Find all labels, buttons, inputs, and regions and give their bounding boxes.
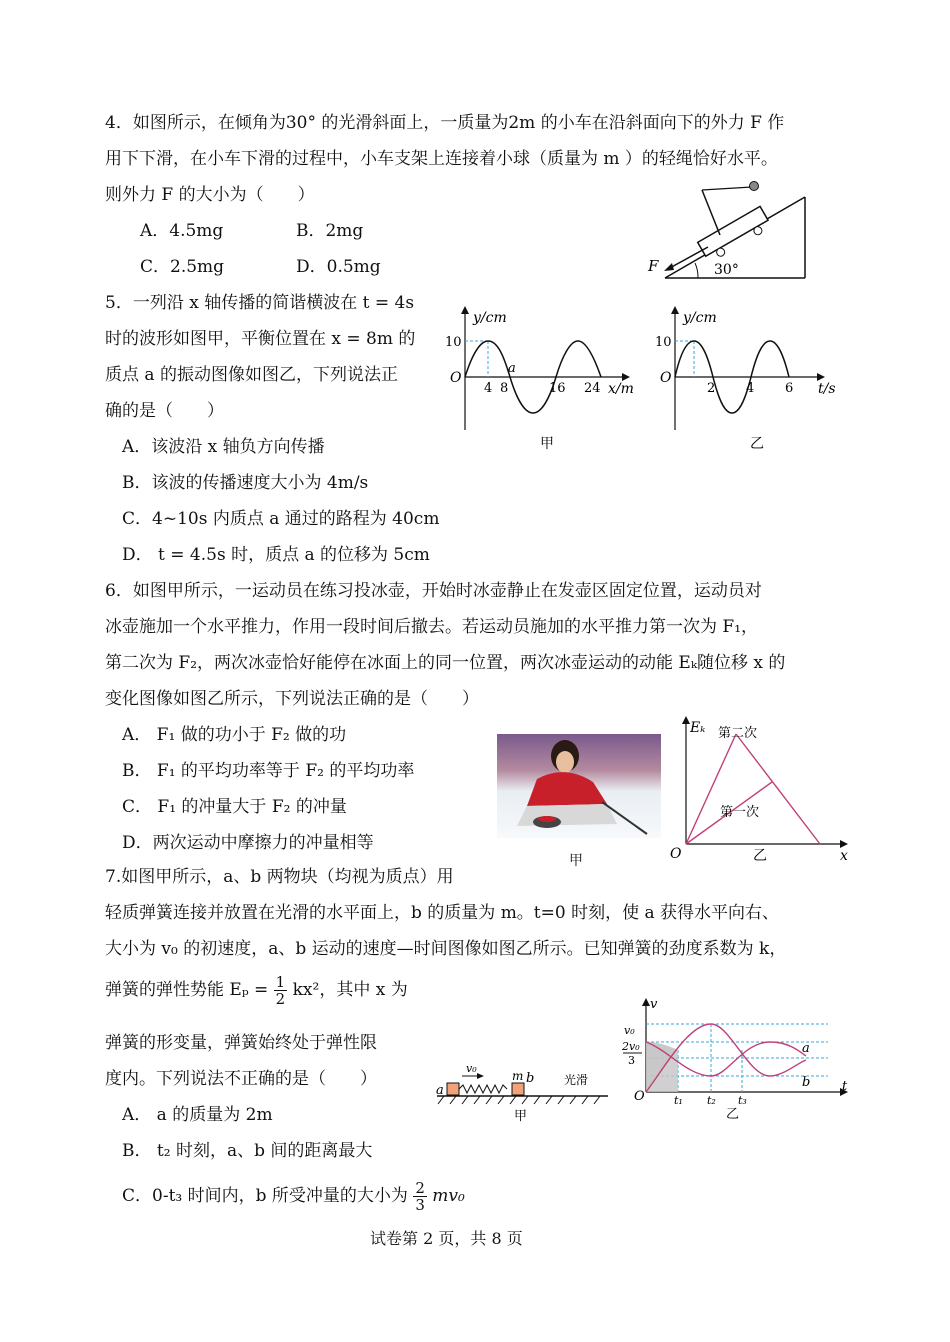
q6-line4: 变化图像如图乙所示，下列说法正确的是（ ） (105, 689, 479, 709)
vib-tick-4: 4 (746, 381, 755, 396)
vib-ylabel: y/cm (683, 310, 717, 326)
q4-line2: 用下下滑，在小车下滑的过程中，小车支架上连接着小球（质量为 m ）的轻绳恰好水平。 (105, 149, 778, 169)
wave-tick-8: 8 (500, 381, 509, 396)
q7-velocity-figure (618, 990, 858, 1125)
page-footer: 试卷第 2 页，共 8 页 (370, 1229, 523, 1248)
energy-origin: O (670, 846, 682, 862)
block-a (447, 1083, 459, 1095)
q5-line1: 5．一列沿 x 轴传播的简谐横波在 t = 4s (105, 293, 415, 313)
wave-point-a: a (508, 361, 516, 376)
q7-line1: 7.如图甲所示，a、b 两物块（均视为质点）用 (105, 867, 454, 887)
angle-label: 30° (714, 262, 739, 278)
q5-line2: 时的波形如图甲，平衡位置在 x = 8m 的 (105, 329, 416, 349)
vel-ylabel: v (650, 997, 658, 1012)
q6-line1: 6．如图甲所示，一运动员在练习投冰壶，开始时冰壶静止在发壶区固定位置，运动员对 (105, 581, 762, 601)
q7-line3: 大小为 v₀ 的初速度，a、b 运动的速度—时间图像如图乙所示。已知弹簧的劲度系数为 k， (105, 939, 787, 959)
vib-xlabel: t/s (818, 381, 836, 397)
wave-caption: 甲 (540, 436, 554, 452)
q7-line6: 度内。下列说法不正确的是（ ） (105, 1069, 377, 1089)
q4-option-b: B．2mg (296, 221, 364, 241)
q5-line3: 质点 a 的振动图像如图乙，下列说法正 (105, 365, 398, 385)
q6-option-d: D．两次运动中摩擦力的冲量相等 (122, 833, 374, 853)
q6-energy-figure (668, 712, 858, 862)
q7-spring-figure (432, 1060, 612, 1130)
vel-v0: v₀ (624, 1024, 635, 1037)
twothirds-num: 2 (415, 1179, 425, 1197)
q6-option-c: C． F₁ 的冲量大于 F₂ 的冲量 (122, 797, 347, 817)
q7-fraction-two-thirds (413, 1180, 427, 1213)
q4-option-d: D．0.5mg (296, 257, 381, 277)
energy-caption: 乙 (753, 848, 767, 862)
vib-tick-6: 6 (785, 381, 794, 396)
q7-line4-text-a: 弹簧的弹性势能 Eₚ = (105, 980, 269, 1000)
wave-tick-16: 16 (549, 381, 566, 396)
label-b: b (526, 1071, 535, 1086)
q7-line4-text-b: kx²，其中 x 为 (292, 980, 408, 1000)
shared-fall (736, 734, 820, 844)
q6-option-a: A． F₁ 做的功小于 F₂ 做的功 (122, 725, 347, 745)
vel-label-a: a (802, 1041, 810, 1056)
label-m: m (512, 1069, 524, 1083)
half-num: 1 (275, 973, 286, 991)
q4-option-c: C．2.5mg (140, 257, 225, 277)
twothirds-den: 3 (415, 1196, 425, 1214)
q4-incline-figure (640, 175, 810, 285)
q7-option-b: B． t₂ 时刻，a、b 间的距离最大 (122, 1141, 373, 1161)
q7-option-c-text-a: C．0-t₃ 时间内，b 所受冲量的大小为 (122, 1186, 408, 1206)
q7-option-c-text-b: mv₀ (432, 1186, 465, 1206)
q5-vibration-figure (650, 300, 850, 460)
cart (698, 206, 772, 263)
vib-tick-2: 2 (707, 381, 716, 396)
half-den: 2 (275, 990, 286, 1008)
wave-xlabel: x/m (608, 381, 634, 397)
q6-option-b: B． F₁ 的平均功率等于 F₂ 的平均功率 (122, 761, 415, 781)
q7-line2: 轻质弹簧连接并放置在光滑的水平面上，b 的质量为 m。t=0 时刻，使 a 获得水平向右、 (105, 903, 780, 923)
vel-t1: t₁ (674, 1094, 683, 1107)
vib-origin: O (660, 370, 672, 386)
q6-line2: 冰壶施加一个水平推力，作用一段时间后撤去。若运动员施加的水平推力第一次为 F₁， (105, 617, 759, 637)
label-a: a (436, 1083, 444, 1098)
energy-xlabel: x (840, 848, 848, 862)
q5-option-c: C．4~10s 内质点 a 通过的路程为 40cm (122, 509, 440, 529)
vel-2v0: 2v₀ (622, 1040, 640, 1053)
q5-line4: 确的是（ ） (105, 401, 224, 421)
curling-caption: 甲 (569, 853, 583, 869)
ball (750, 182, 759, 191)
force-arrow (668, 247, 708, 269)
energy-ylabel: Eₖ (690, 720, 706, 736)
vel-caption: 乙 (726, 1107, 740, 1122)
q7-line5: 弹簧的形变量，弹簧始终处于弹性限 (105, 1033, 377, 1053)
q5-option-b: B．该波的传播速度大小为 4m/s (122, 473, 369, 493)
vel-t2: t₂ (707, 1094, 716, 1107)
q4-line3: 则外力 F 的大小为（ ） (105, 185, 315, 205)
wave-tick-4: 4 (484, 381, 493, 396)
wave-ylabel: y/cm (473, 310, 507, 326)
force-label: F (648, 257, 659, 275)
vel-label-b: b (802, 1075, 811, 1090)
wave-ymax: 10 (445, 335, 462, 350)
wave-tick-24: 24 (584, 381, 601, 396)
q5-option-a: A．该波沿 x 轴负方向传播 (122, 437, 325, 457)
spring-caption: 甲 (514, 1109, 528, 1124)
q7-option-c (122, 1180, 465, 1213)
vib-ymax: 10 (655, 335, 672, 350)
vel-origin: O (634, 1089, 645, 1104)
vel-t3: t₃ (738, 1094, 747, 1107)
q4-option-a: A．4.5mg (140, 221, 224, 241)
force-arrow-head (664, 263, 674, 271)
second-label: 第二次 (718, 726, 758, 741)
block-b (512, 1083, 524, 1095)
second-rise (686, 734, 736, 844)
q5-option-d: D． t = 4.5s 时，质点 a 的位移为 5cm (122, 545, 430, 565)
q5-wave-figure (440, 300, 640, 460)
first-label: 第一次 (720, 805, 760, 820)
vib-caption: 乙 (750, 436, 764, 452)
q6-line3: 第二次为 F₂，两次冰壶恰好能停在冰面上的同一位置，两次冰壶运动的动能 Eₖ随位移 x 的 (105, 653, 786, 673)
q7-fraction-half (274, 974, 288, 1007)
vel-xlabel: t (842, 1079, 848, 1094)
vel-3: 3 (628, 1054, 635, 1067)
rope (702, 187, 752, 190)
q7-option-a: A． a 的质量为 2m (122, 1105, 273, 1125)
spring (459, 1085, 507, 1093)
q4-line1: 4．如图所示，在倾角为30° 的光滑斜面上，一质量为2m 的小车在沿斜面向下的外力 F 作 (105, 113, 785, 133)
wave-origin: O (450, 370, 462, 386)
label-v0: v₀ (466, 1062, 477, 1075)
q7-line4 (105, 974, 408, 1007)
cart-support (702, 190, 720, 235)
curling-photo (497, 734, 661, 838)
label-smooth: 光滑 (564, 1073, 589, 1087)
